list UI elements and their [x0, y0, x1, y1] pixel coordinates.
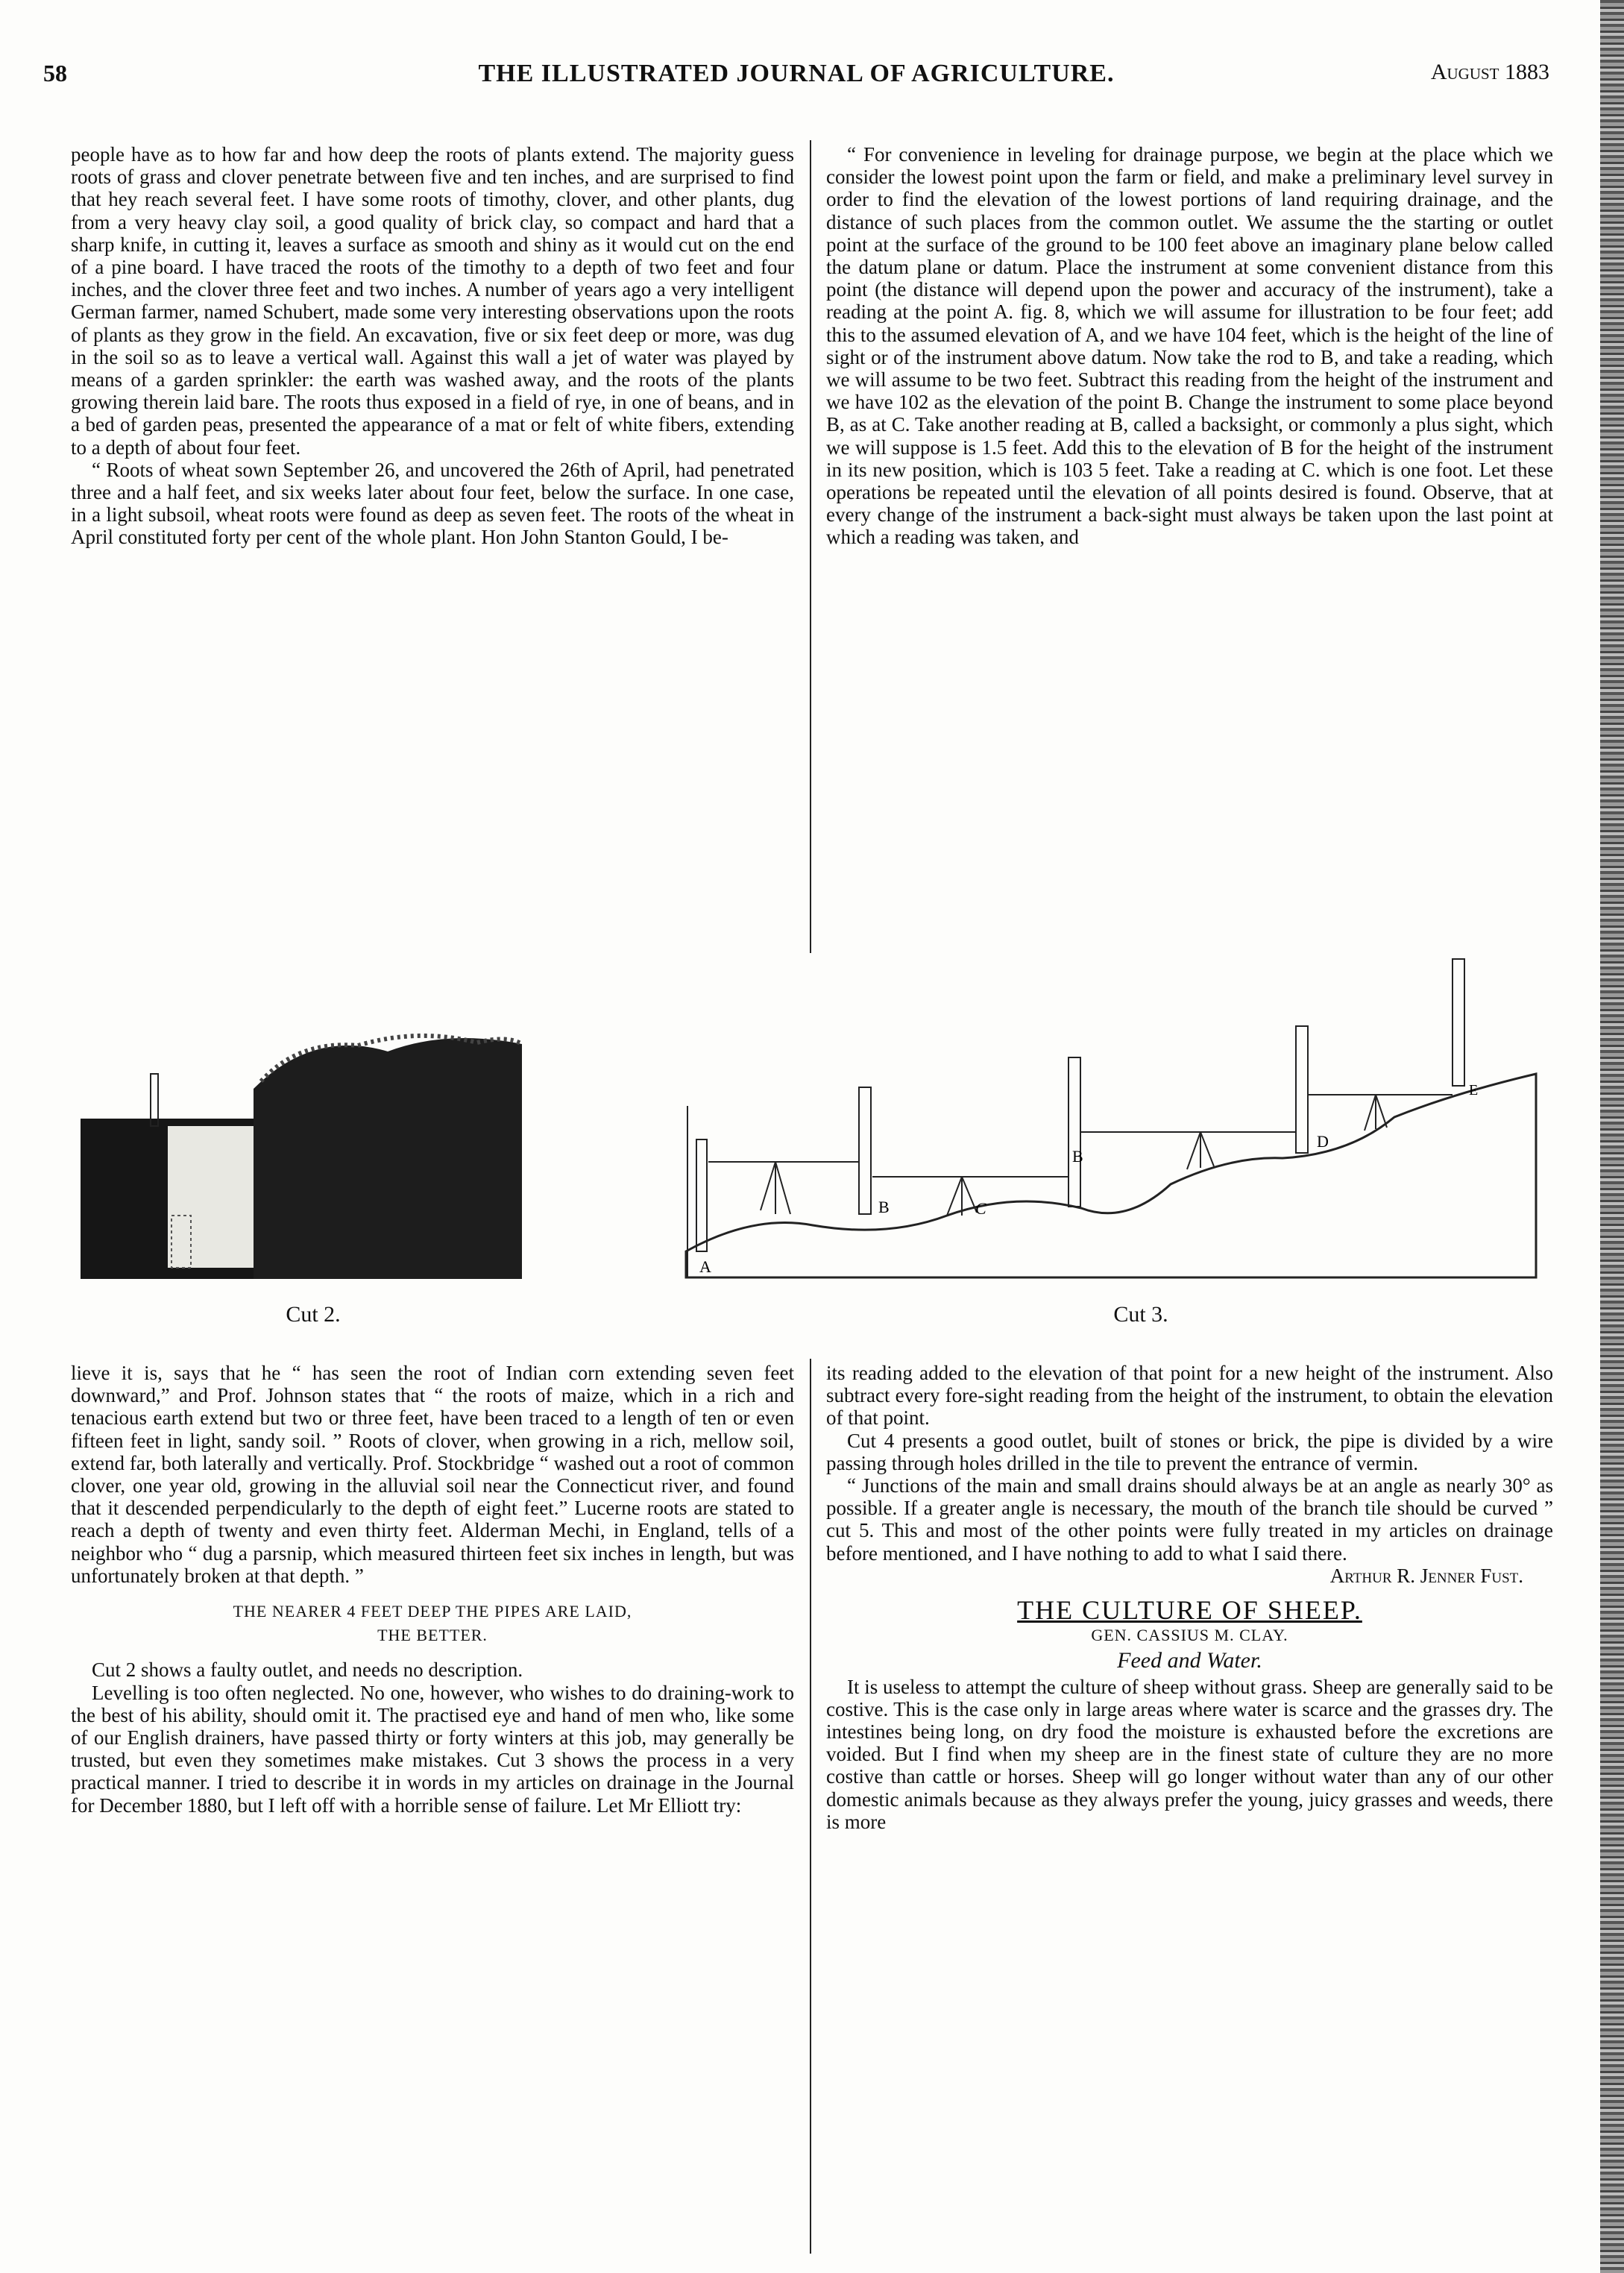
- article-title: THE CULTURE OF SHEEP.: [1017, 1595, 1362, 1626]
- point-label: A: [699, 1257, 711, 1276]
- cut2-figure: [75, 999, 537, 1290]
- ground-profile: [686, 1074, 1536, 1277]
- scan-edge: [1600, 0, 1624, 2273]
- right-column-bottom: [826, 1362, 1553, 1833]
- cut3-caption: Cut 3.: [1113, 1302, 1168, 1327]
- level-rod: [151, 1074, 158, 1126]
- paragraph: “ For convenience in leveling for drainage purpose, we begin at the place which we consider the lowest point upon the farm or field, and make a preliminary level survey in order to find the elevation of the lowest portions of land requiring drainage, and the distance of such places from the common outlet. We assume the the starting or outlet point at the surface of the ground to be 100 feet above an imaginary plane below called the datum plane or datum. Place the instrument at some convenient distance from this point (the distance will depend upon the power and accuracy of the instrument), take a reading at the point A. fig. 8, which we will assume for illustration to be four feet; add this to the assumed elevation of A, and we have 104 feet, which is the height of the line of sight or of the instrument above datum. Now take the rod to B, and take a reading, which we will assume to be two feet. Subtract this reading from the height of the instrument and we have 102 as the elevation of the point B. Change the instrument to some place beyond B, as at C. Take another reading at B, called a backsight, or commonly a plus sight, which we will suppose is 1.5 feet. Add this to the elevation of B for the height of the instrument in its new position, which is 103 5 feet. Take a reading at C. which is one foot. Let these operations be repeated until the elevation of all points desired is found. Observe, that at every change of the instrument a back-sight must always be taken upon the last point at which a reading was taken, and: [826, 143, 1553, 549]
- point-label: E: [1469, 1082, 1479, 1098]
- tripod-3: [1187, 1132, 1214, 1169]
- point-label: D: [1317, 1132, 1329, 1151]
- left-column-top: [71, 143, 794, 549]
- issue-date: August 1883: [1430, 60, 1549, 84]
- paragraph: “ Junctions of the main and small drains should always be at an angle as nearly 30° as possible. If a greater angle is necessary, the mouth of the branch tile should be curved ” cut 5. This and most of the other points were fully treated in my articles on drainage before mentioned, and I have nothing to add to what I said there.: [826, 1474, 1553, 1565]
- rod-b: [859, 1087, 871, 1214]
- point-label: B: [1072, 1147, 1083, 1166]
- paragraph: Cut 4 presents a good outlet, built of stones or brick, the pipe is divided by a wire passing through holes drilled in the tile to prevent the entrance of vermin.: [826, 1429, 1553, 1474]
- paragraph: its reading added to the elevation of that point for a new height of the instrument. Also subtract every fore-sight reading from the height of the instrument, to obtain the elevation of that point.: [826, 1362, 1553, 1430]
- paragraph: lieve it is, says that he “ has seen the root of Indian corn extending seven feet downward,” and Prof. Johnson states that “ the roots of maize, which in a rich and tenacious earth extend but two or three feet, have been traced to a length of ten or even fifteen feet in light, sandy soil. ” Roots of clover, when growing in a rich, mellow soil, extend far, both laterally and vertically. Prof. Stockbridge “ washed out a root of common clover, one year old, growing in the alluvial soil near the Connecticut river, and found that it descended perpendicularly to the depth of eight feet.” Lucerne roots are stated to reach a depth of twenty and even thirty feet. Alderman Mechi, in England, tells of a neighbor who “ dug a parsnip, which measured thirteen feet six inches in length, but was unfortunately broken at that depth. ”: [71, 1362, 794, 1587]
- column-divider-top: [810, 140, 811, 953]
- section-subhead: THE BETTER.: [377, 1626, 488, 1645]
- rod-a: [696, 1139, 707, 1251]
- column-divider-bottom: [810, 1359, 811, 2254]
- article-author: GEN. CASSIUS M. CLAY.: [1091, 1626, 1288, 1645]
- paragraph: Levelling is too often neglected. No one, however, who wishes to do draining-work to the best of his ability, should omit it. The practised eye and hand of men who, like some of our English drainers, have passed thirty or forty winters at this job, may generally be trusted, but even they sometimes make mistakes. Cut 3 shows the process in a very practical manner. I tried to describe it in words in my articles on drainage in the Journal for December 1880, but I left off with a horrible sense of failure. Let Mr Elliott try:: [71, 1681, 794, 1817]
- left-column-bottom: [71, 1362, 794, 1817]
- tripod-2: [947, 1177, 977, 1216]
- article-subtitle: Feed and Water.: [1117, 1648, 1262, 1673]
- point-label: C: [975, 1199, 986, 1218]
- page-number: 58: [43, 60, 67, 87]
- page-header: [43, 60, 1549, 92]
- cut2-caption: Cut 2.: [286, 1302, 341, 1327]
- paragraph: It is useless to attempt the culture of sheep without grass. Sheep are generally said to be costive. This is the case only in large areas where water is scarce and the grasses dry. The intestines being long, on dry food the moisture is exhausted before the excretions are voided. But I find when my sheep are in the finest state of culture they are no more costive than cattle or horses. Sheep will go longer without water than any of our other domestic animals because as they always prefer the young, juicy grasses and weeds, there is more: [826, 1675, 1553, 1833]
- point-label: B: [878, 1198, 890, 1216]
- journal-title: THE ILLUSTRATED JOURNAL OF AGRICULTURE.: [478, 60, 1115, 87]
- paragraph: people have as to how far and how deep the roots of plants extend. The majority guess roots of grass and clover penetrate between five and ten inches, and are surprised to find that hey reach several feet. I have some roots of timothy, clover, and other plants, dug from a very heavy clay soil, a good quality of brick clay, so compact and hard that a sharp knife, in cutting it, leaves a surface as smooth and shiny as it would cut on the end of a pine board. I have traced the roots of the timothy to a depth of two feet and four inches, and the clover three feet and two inches. A number of years ago a very intelligent German farmer, named Schubert, made some very interesting observations upon the roots of plants as they grow in the field. An excavation, five or six feet deep or more, was dug in the soil so as to leave a vertical wall. Against this wall a jet of water was played by means of a garden sprinkler: the earth was washed away, and the roots of the plants growing therein laid bare. The roots thus exposed in a field of rye, in one of beans, and in a bed of garden peas, presented the appearance of a mat or felt of white fibers, extending to a depth of about four feet.: [71, 143, 794, 459]
- soil-surface: [254, 1038, 522, 1279]
- paragraph: “ Roots of wheat sown September 26, and uncovered the 26th of April, had penetrated three and a half feet, and six weeks later about four feet, below the surface. In one case, in a light subsoil, wheat roots were found as deep as seven feet. The roots of the wheat in April constituted forty per cent of the whole plant. Hon John Stanton Gould, I be-: [71, 458, 794, 549]
- section-subhead: THE NEARER 4 FEET DEEP THE PIPES ARE LAID,: [233, 1602, 632, 1621]
- paragraph: Cut 2 shows a faulty outlet, and needs no description.: [92, 1659, 523, 1682]
- author-signature: Arthur R. Jenner Fust.: [1329, 1564, 1523, 1587]
- ditch: [168, 1126, 254, 1268]
- rod-e: [1453, 959, 1464, 1086]
- cut3-figure: [664, 946, 1558, 1296]
- tripod-1: [761, 1162, 790, 1214]
- right-column-top: [826, 143, 1553, 549]
- rod-c: [1068, 1057, 1080, 1207]
- rod-d: [1296, 1026, 1308, 1153]
